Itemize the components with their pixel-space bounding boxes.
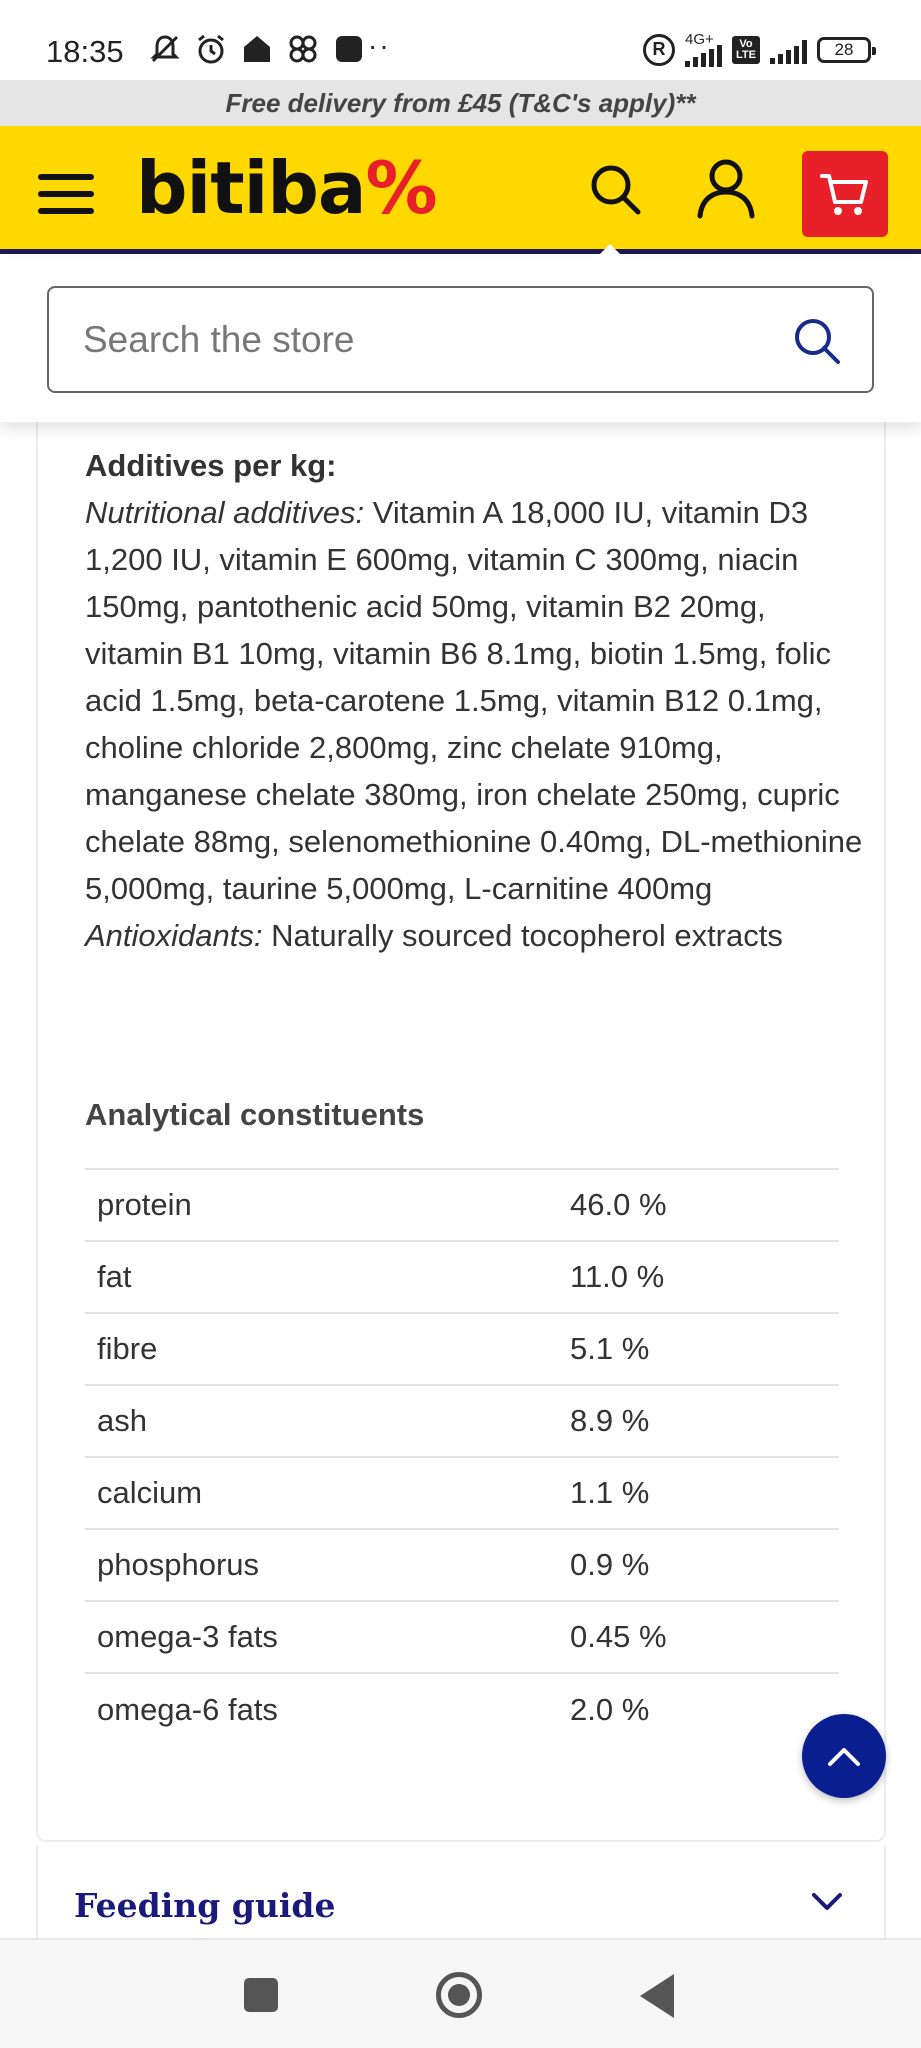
search-input[interactable] (83, 288, 773, 391)
constituent-name: omega-3 fats (85, 1601, 570, 1673)
additives-section (85, 442, 865, 959)
chevron-up-icon (826, 1744, 862, 1768)
table-row (85, 1529, 839, 1601)
nutritional-additives-text: Vitamin A 18,000 IU, vitamin D3 1,200 IU, vitamin E 600mg, vitamin C 300mg, niacin 150mg, pantothenic acid 50mg, vitamin B2 20mg, vitamin B1 10mg, vitamin B6 8.1mg, biotin 1.5mg, folic acid 1.5mg, beta-carotene 1.5mg, vitamin B12 0.1mg, choline chloride 2,800mg, zinc chelate 910mg, manganese chelate 380mg, iron chelate 250mg, cupric chelate 88mg, selenomethionine 0.40mg, DL-methionine 5,000mg, taurine 5,000mg, L-carnitine 400mg (85, 495, 863, 906)
registered-icon: R (643, 34, 675, 66)
analytical-constituents-table (85, 1168, 839, 1745)
search-icon[interactable] (586, 160, 646, 220)
additives-title: Additives per kg: (85, 448, 337, 483)
constituent-name: fibre (85, 1313, 570, 1385)
search-panel (0, 259, 921, 422)
antioxidants (85, 912, 865, 959)
table-row (85, 1457, 839, 1529)
alarm-icon (194, 32, 228, 66)
table-row (85, 1313, 839, 1385)
logo-text: bitiba (136, 146, 366, 230)
constituent-value: 0.45 % (570, 1601, 839, 1673)
antioxidants-label: Antioxidants: (85, 918, 263, 953)
network-indicator (685, 32, 722, 67)
search-panel-caret (594, 244, 626, 260)
site-logo[interactable] (136, 146, 437, 230)
signal-strength-icon-2 (770, 36, 807, 64)
scroll-to-top-button[interactable] (802, 1714, 886, 1798)
volte-badge: Vo LTE (732, 36, 760, 64)
user-account-icon[interactable] (694, 156, 758, 220)
constituent-value: 2.0 % (570, 1673, 839, 1745)
product-details-card (36, 400, 886, 1842)
constituent-name: calcium (85, 1457, 570, 1529)
antioxidants-text: Naturally sourced tocopherol extracts (262, 918, 783, 953)
nutritional-additives-label: Nutritional additives: (85, 495, 365, 530)
back-button[interactable] (640, 1974, 674, 2018)
app-notification-icon (332, 32, 366, 66)
search-box (47, 286, 874, 393)
constituent-value: 8.9 % (570, 1385, 839, 1457)
table-row (85, 1241, 839, 1313)
signal-strength-icon (685, 47, 722, 67)
battery-icon (817, 37, 871, 63)
status-bar (0, 0, 921, 80)
promo-text: Free delivery from £45 (T&C's apply)** (225, 87, 696, 118)
fan-notification-icon (286, 32, 320, 66)
constituent-name: phosphorus (85, 1529, 570, 1601)
feeding-guide-label: Feeding guide (74, 1886, 336, 1925)
constituent-name: omega-6 fats (85, 1673, 570, 1745)
promo-bar[interactable] (0, 80, 921, 126)
status-time: 18:35 (46, 34, 124, 69)
home-notification-icon (240, 32, 274, 66)
status-notification-icons (148, 32, 366, 66)
constituent-value: 1.1 % (570, 1457, 839, 1529)
constituent-value: 5.1 % (570, 1313, 839, 1385)
network-type-label: 4G+ (685, 31, 714, 48)
feeding-guide-accordion[interactable] (36, 1846, 886, 1938)
table-row (85, 1673, 839, 1745)
status-system-icons (643, 32, 871, 67)
constituent-name: ash (85, 1385, 570, 1457)
home-button[interactable] (436, 1972, 482, 2018)
shopping-cart-icon (819, 168, 871, 220)
constituent-name: fat (85, 1241, 570, 1313)
more-notifications-dots: ·· (368, 30, 391, 61)
site-header (0, 126, 921, 254)
table-row (85, 1169, 839, 1241)
recent-apps-button[interactable] (244, 1978, 278, 2012)
battery-level: 28 (834, 39, 854, 59)
analytical-constituents-title: Analytical constituents (85, 1097, 425, 1132)
cart-button[interactable] (802, 151, 888, 237)
chevron-down-icon[interactable] (810, 1890, 844, 1914)
constituent-value: 11.0 % (570, 1241, 839, 1313)
hamburger-menu-icon[interactable] (38, 174, 94, 214)
constituent-value: 0.9 % (570, 1529, 839, 1601)
mute-notification-icon (148, 32, 182, 66)
table-row (85, 1601, 839, 1673)
nutritional-additives (85, 489, 865, 912)
table-row (85, 1385, 839, 1457)
constituent-value: 46.0 % (570, 1169, 839, 1241)
constituent-name: protein (85, 1169, 570, 1241)
system-navigation-bar (0, 1938, 921, 2048)
search-submit-icon[interactable] (790, 314, 844, 368)
logo-percent-symbol: % (365, 146, 437, 230)
